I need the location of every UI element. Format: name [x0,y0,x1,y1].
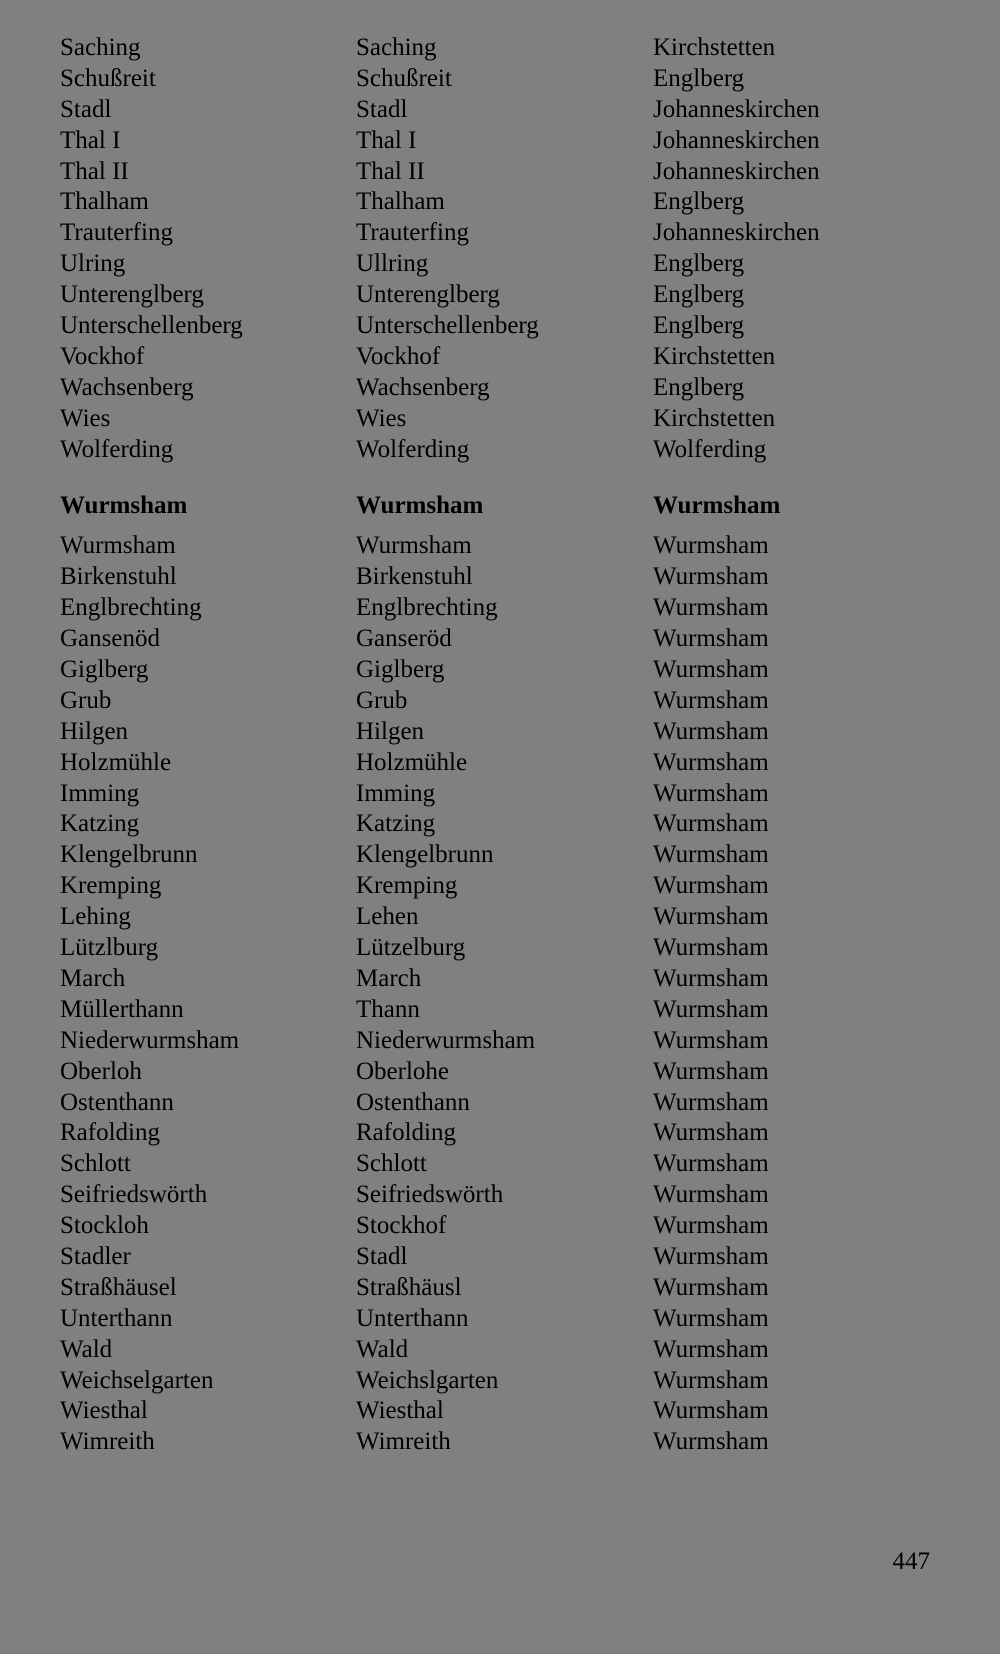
list-item: Hilgen [356,717,425,745]
list-item: Wiesthal [60,1397,148,1425]
list-item: Wald [60,1335,113,1363]
list-item: Schlott [60,1150,131,1178]
list-item: Grub [60,686,112,714]
column-parish [653,33,983,1458]
list-item: Vockhof [60,342,145,370]
list-item: Wurmsham [653,1428,769,1456]
list-item: Johanneskirchen [653,219,820,247]
list-item: Wurmsham [653,1273,769,1301]
list-item: March [60,964,126,992]
section-gap [356,465,636,491]
section1-list [356,33,636,465]
list-item: Ulring [60,250,126,278]
list-item: Unterthann [356,1304,469,1332]
list-item: Wurmsham [653,1366,769,1394]
list-item: Wurmsham [653,717,769,745]
list-item: Lützelburg [356,934,466,962]
list-item: Unterenglberg [356,281,500,309]
list-item: Stadl [60,95,112,123]
list-item: Lehen [356,903,419,931]
list-item: Ostenthann [60,1088,174,1116]
list-item: Stadl [356,1242,408,1270]
list-item: Wimreith [60,1428,155,1456]
list-item: Thal II [60,157,129,185]
section-heading: Wurmsham [60,492,188,520]
column-original-name [60,33,340,1458]
list-item: Wurmsham [653,1397,769,1425]
list-item: Trauterfing [356,219,469,247]
list-item: Thal I [60,126,121,154]
list-item: Stadler [60,1242,131,1270]
list-item: Kremping [356,872,458,900]
list-item: Schlott [356,1150,427,1178]
list-item: Wald [356,1335,409,1363]
list-item: Stadl [356,95,408,123]
list-item: Imming [60,779,140,807]
list-item: Englbrechting [356,594,498,622]
list-item: Lehing [60,903,131,931]
list-item: Thalham [60,188,149,216]
list-item: Unterthann [60,1304,173,1332]
list-item: Wurmsham [653,934,769,962]
list-item: Wurmsham [653,872,769,900]
section2-list [653,531,983,1458]
list-item: Ganseröd [356,625,452,653]
list-item: Englbrechting [60,594,202,622]
list-item: Unterschellenberg [356,312,539,340]
list-item: Rafolding [356,1119,456,1147]
list-item: Kirchstetten [653,34,776,61]
list-item: Trauterfing [60,219,173,247]
list-item: Wachsenberg [60,373,194,401]
list-item: Rafolding [60,1119,160,1147]
list-item: Wurmsham [653,1335,769,1363]
list-item: Wurmsham [653,686,769,714]
list-item: Saching [60,34,141,61]
list-item: Kirchstetten [653,404,776,432]
list-item: Klengelbrunn [356,841,494,869]
section2-list [356,531,636,1458]
section-heading: Wurmsham [653,492,781,520]
list-item: Wurmsham [653,1088,769,1116]
list-item: Kremping [60,872,162,900]
list-item: Birkenstuhl [356,563,473,591]
list-item: Englberg [653,188,745,216]
section-gap [653,465,983,491]
list-item: Katzing [60,810,140,838]
list-item: Stockhof [356,1212,447,1240]
list-item: Wurmsham [653,1181,769,1209]
list-item: Schußreit [356,64,452,92]
list-item: Lützlburg [60,934,159,962]
list-item: Englberg [653,64,745,92]
list-item: Wurmsham [653,810,769,838]
list-item: Seifriedswörth [356,1181,504,1209]
list-item: Johanneskirchen [653,126,820,154]
list-item: Englberg [653,373,745,401]
list-item: Wurmsham [653,1026,769,1054]
list-item: Thalham [356,188,445,216]
list-item: Wies [356,404,407,432]
list-item: Wurmsham [653,1212,769,1240]
column-standard-name [356,33,636,1458]
section1-list [653,33,983,465]
list-item: Johanneskirchen [653,95,820,123]
section-gap [60,465,340,491]
list-item: Giglberg [356,656,445,684]
list-item: Wurmsham [653,563,769,591]
list-item: Giglberg [60,656,149,684]
list-item: Straßhäusl [356,1273,462,1301]
list-item: Weichslgarten [356,1366,499,1394]
list-item: Wurmsham [653,903,769,931]
list-item: Wurmsham [653,779,769,807]
list-item: Schußreit [60,64,156,92]
list-item: Klengelbrunn [60,841,198,869]
list-item: Thann [356,995,420,1023]
section1-list [60,33,340,465]
list-item: Wurmsham [653,594,769,622]
list-item: Imming [356,779,436,807]
list-item: Englberg [653,312,745,340]
list-item: Niederwurmsham [356,1026,536,1054]
list-item: Wolferding [653,435,767,463]
list-item: Wachsenberg [356,373,490,401]
list-item: Birkenstuhl [60,563,177,591]
list-item: Niederwurmsham [60,1026,240,1054]
list-item: Vockhof [356,342,441,370]
list-item: Wiesthal [356,1397,444,1425]
list-item: Hilgen [60,717,129,745]
list-item: Stockloh [60,1212,149,1240]
list-item: Wurmsham [356,532,472,560]
list-item: Oberloh [60,1057,142,1085]
list-item: Straßhäusel [60,1273,177,1301]
list-item: Wolferding [356,435,470,463]
list-item: Thal II [356,157,425,185]
list-item: Oberlohe [356,1057,450,1085]
list-item: Thal I [356,126,417,154]
list-item: Müllerthann [60,995,184,1023]
list-item: Wurmsham [653,1304,769,1332]
list-item: Wurmsham [653,995,769,1023]
list-item: Gansenöd [60,625,160,653]
list-item: Johanneskirchen [653,157,820,185]
list-item: Englberg [653,281,745,309]
list-item: Unterschellenberg [60,312,243,340]
list-item: Ostenthann [356,1088,470,1116]
list-item: Wurmsham [653,625,769,653]
list-item: Wimreith [356,1428,451,1456]
list-item: Wurmsham [653,656,769,684]
list-item: March [356,964,422,992]
list-item: Saching [356,34,437,61]
list-item: Kirchstetten [653,342,776,370]
list-item: Wurmsham [60,532,176,560]
list-item: Holzmühle [60,748,172,776]
list-item: Ullring [356,250,429,278]
page-number: 447 [892,1548,930,1575]
section2-list [60,531,340,1458]
list-item: Wies [60,404,111,432]
list-item: Wurmsham [653,1150,769,1178]
list-item: Wurmsham [653,841,769,869]
list-item: Wurmsham [653,532,769,560]
list-item: Holzmühle [356,748,468,776]
list-item: Wurmsham [653,748,769,776]
list-item: Unterenglberg [60,281,204,309]
list-item: Wurmsham [653,964,769,992]
list-item: Wurmsham [653,1119,769,1147]
list-item: Wolferding [60,435,174,463]
list-item: Englberg [653,250,745,278]
list-item: Weichselgarten [60,1366,214,1394]
list-item: Wurmsham [653,1242,769,1270]
list-item: Grub [356,686,408,714]
list-item: Wurmsham [653,1057,769,1085]
section-heading: Wurmsham [356,492,484,520]
list-item: Katzing [356,810,436,838]
list-item: Seifriedswörth [60,1181,208,1209]
